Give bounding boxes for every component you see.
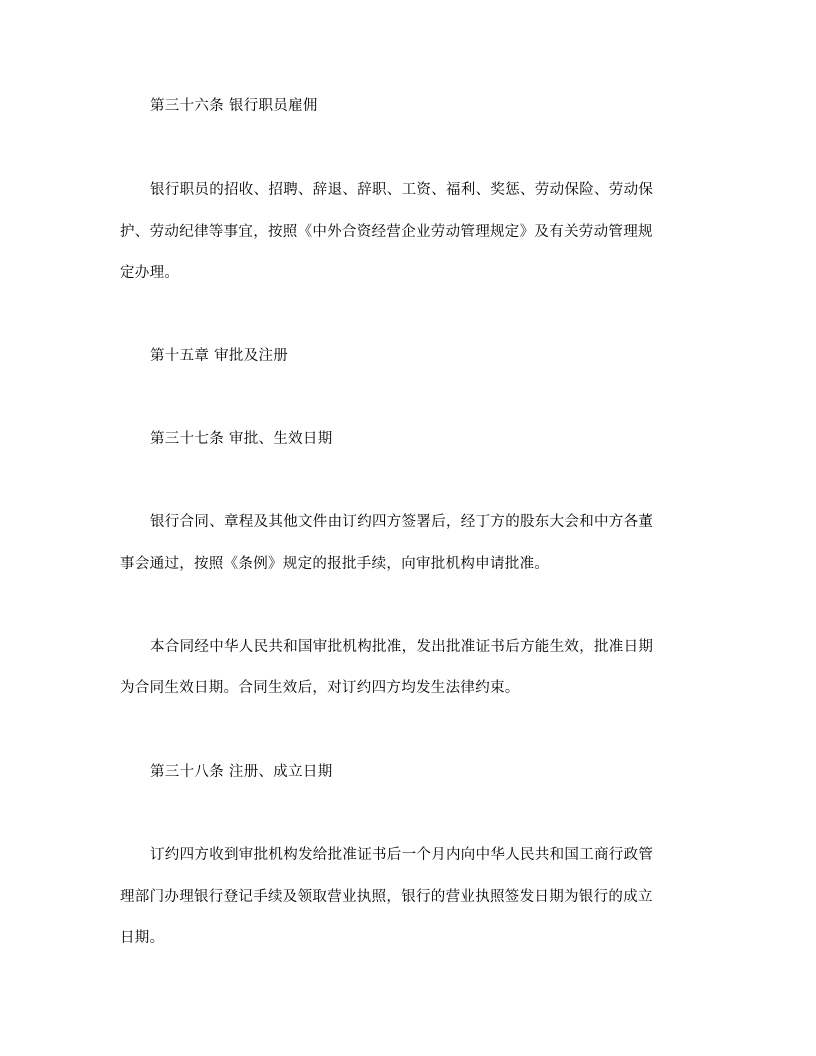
paragraph-line: 理部门办理银行登记手续及领取营业执照，银行的营业执照签发日期为银行的成立 bbox=[120, 889, 653, 905]
paragraph-line: 定办理。 bbox=[120, 265, 180, 281]
paragraph-line: 本合同经中华人民共和国审批机构批准，发出批准证书后方能生效，批准日期 bbox=[150, 639, 654, 655]
paragraph-line: 日期。 bbox=[120, 930, 165, 946]
paragraph-line: 为合同生效日期。合同生效后，对订约四方均发生法律约束。 bbox=[120, 680, 520, 696]
article-37-heading: 第三十七条 审批、生效日期 bbox=[150, 431, 333, 447]
chapter-15-heading: 第十五章 审批及注册 bbox=[150, 348, 289, 364]
article-36-heading: 第三十六条 银行职员雇佣 bbox=[150, 98, 318, 114]
paragraph-line: 护、劳动纪律等事宜，按照《中外合资经营企业劳动管理规定》及有关劳动管理规 bbox=[120, 224, 653, 240]
paragraph-line: 银行合同、章程及其他文件由订约四方签署后，经丁方的股东大会和中方各董 bbox=[150, 514, 654, 530]
paragraph-line: 订约四方收到审批机构发给批准证书后一个月内向中华人民共和国工商行政管 bbox=[150, 847, 654, 863]
paragraph-line: 事会通过，按照《条例》规定的报批手续，向审批机构申请批准。 bbox=[120, 556, 550, 572]
paragraph-line: 银行职员的招收、招聘、辞退、辞职、工资、福利、奖惩、劳动保险、劳动保 bbox=[150, 182, 654, 198]
article-38-heading: 第三十八条 注册、成立日期 bbox=[150, 764, 333, 780]
